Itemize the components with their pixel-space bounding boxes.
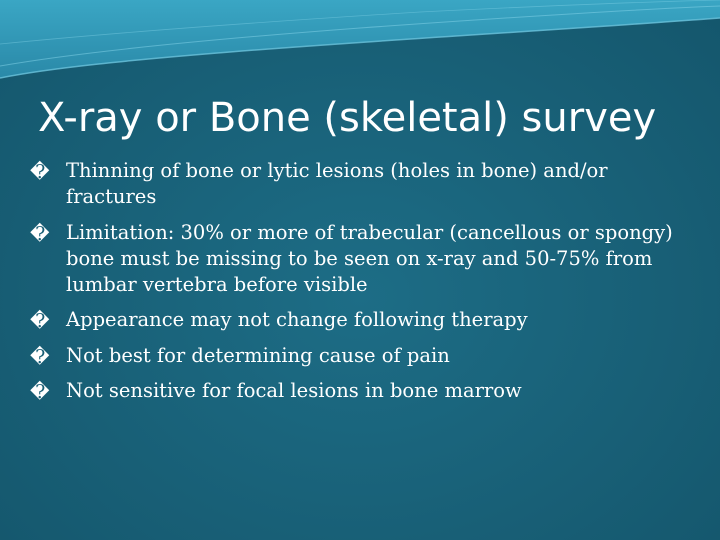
bullet-text: Not sensitive for focal lesions in bone marrow — [66, 379, 522, 402]
list-item — [30, 307, 690, 333]
header-wave-decoration — [0, 0, 720, 90]
bullet-text: Not best for determining cause of pain — [66, 343, 450, 367]
bullet-text: Limitation: 30% or more of trabecular (cancellous or spongy) bone must be missing to be seen on x-ray and 50-75% from lumbar vertebra before visible — [66, 220, 673, 296]
bullet-marker-icon: � — [30, 310, 50, 332]
bullet-marker-icon: � — [30, 345, 50, 368]
list-item — [30, 220, 690, 298]
list-item — [30, 378, 690, 404]
bullet-marker-icon: � — [30, 161, 50, 183]
bullet-text: Thinning of bone or lytic lesions (holes in bone) and/or fractures — [66, 159, 608, 208]
bullet-marker-icon: � — [30, 381, 50, 403]
bullet-marker-icon: � — [30, 222, 50, 245]
list-item — [30, 343, 690, 369]
list-item — [30, 158, 690, 210]
bullet-list — [30, 158, 690, 414]
slide-title: X-ray or Bone (skeletal) survey — [38, 95, 657, 141]
bullet-text: Appearance may not change following therapy — [66, 308, 528, 331]
